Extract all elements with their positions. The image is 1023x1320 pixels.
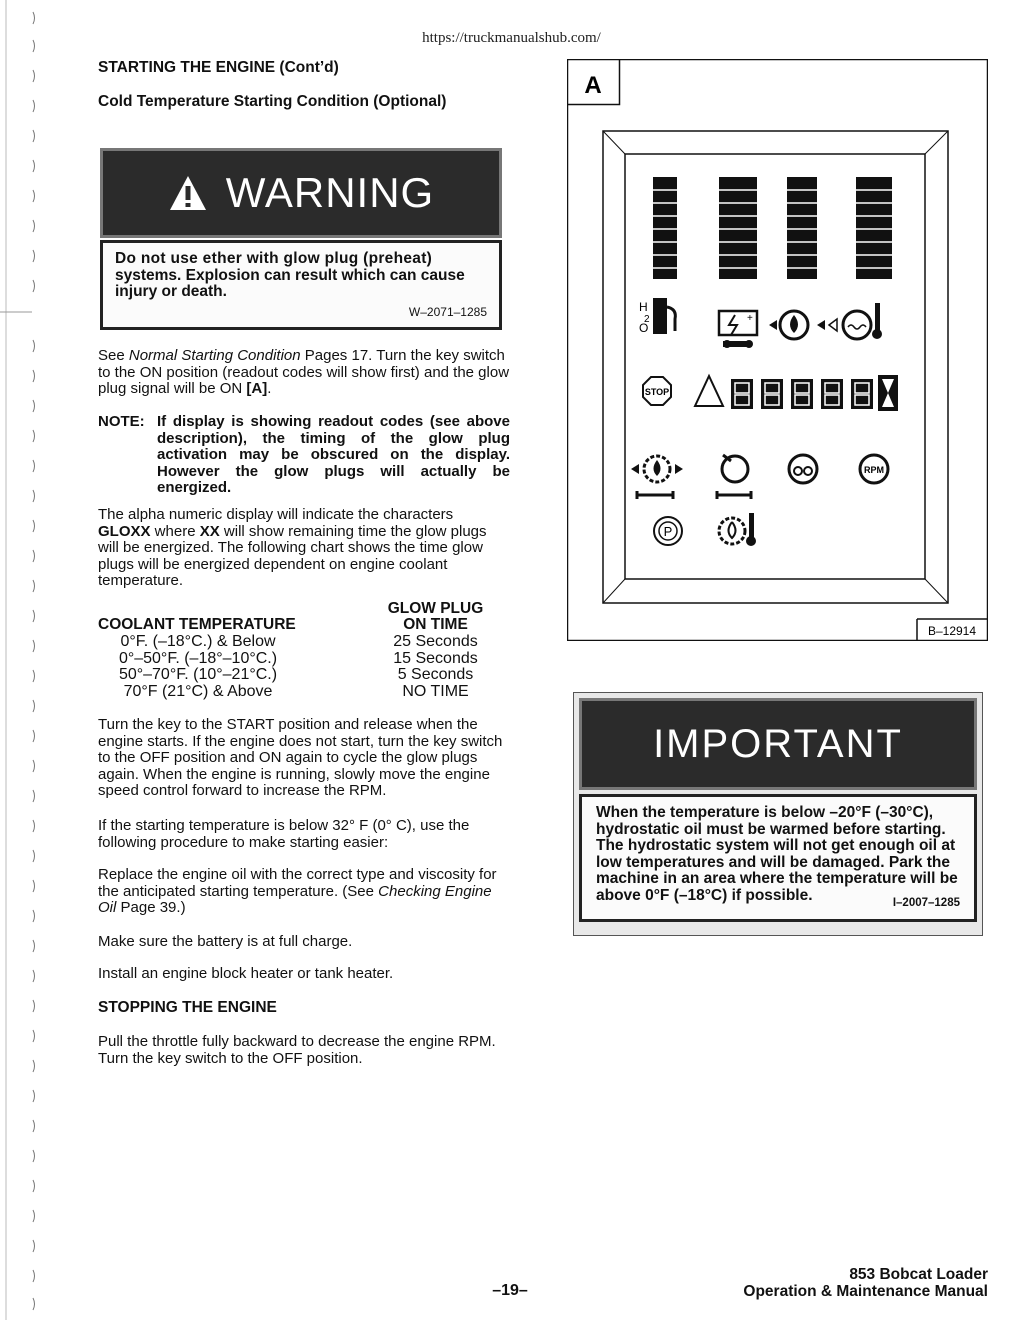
- heading-cold-temperature: Cold Temperature Starting Condition (Optional): [98, 93, 447, 110]
- figure-code: B–12914: [927, 624, 977, 638]
- see-text-c: Pages 17. Turn the key switch to the ON position (readout codes will show first) and the glow plug signal will be ON: [98, 347, 510, 397]
- replace-text-a: Replace the engine oil with the correct type and viscosity for the anticipated starting temperature. (See: [98, 866, 497, 900]
- warning-triangle-icon: [168, 174, 208, 212]
- table-cell-time: NO TIME: [402, 682, 469, 700]
- warning-line-2: systems. Explosion can result which can cause: [115, 266, 465, 284]
- important-text: When the temperature is below –20°F (–30°C), hydrostatic oil must be warmed before starting. The hydrostatic system will not get enough oil at low temperatures and will be damaged. Park the machine in an area where the temperature will be above 0°F (–18°C) if possible.: [596, 804, 958, 904]
- paragraph-block-heater: Install an engine block heater or tank heater.: [98, 965, 394, 982]
- replace-link-checking-engine-oil: Checking Engine Oil: [98, 882, 492, 916]
- footer-line-1: 853 Bobcat Loader: [849, 1266, 988, 1283]
- table-cell-temp: 50°–70°F. (10°–21°C.): [118, 666, 278, 683]
- warning-line-1: Do not use ether with glow plug (preheat): [115, 250, 433, 267]
- paragraph-pull-throttle: Pull the throttle fully backward to decrease the engine RPM. Turn the key switch to the OFF position.: [98, 1033, 496, 1067]
- important-code: I–2007–1285: [892, 896, 960, 909]
- table-row: [98, 666, 498, 683]
- svg-text:+: +: [747, 313, 753, 324]
- note-text: If display is showing readout codes (see above description), the timing of the glow plug activation may be obscured on the display. However the glow plugs will actually be energized.: [157, 413, 510, 496]
- url-header[interactable]: https://truckmanualshub.com/: [422, 30, 601, 46]
- table-header-coolant-temperature: COOLANT TEMPERATURE: [98, 616, 296, 633]
- figure-label: A: [584, 72, 602, 99]
- note-label: NOTE:: [98, 413, 145, 430]
- heading-stopping-engine: STOPPING THE ENGINE: [98, 999, 277, 1016]
- battery-charge-icon: [719, 311, 757, 348]
- table-header-on-time: ON TIME: [403, 616, 468, 633]
- stop-icon: [643, 377, 671, 405]
- see-text-e: .: [267, 380, 272, 397]
- alpha-text-e: will show remaining time the glow plugs will be energized. The following chart shows the time glow plugs will be energized dependent on engine coolant temperature.: [98, 522, 487, 589]
- note-block: [98, 414, 510, 497]
- h2o-2: 2: [644, 314, 650, 325]
- see-link-normal-starting: Normal Starting Condition: [128, 347, 301, 364]
- footer-title: [743, 1266, 988, 1300]
- warning-body: [100, 240, 502, 330]
- warning-code: W–2071–1285: [408, 305, 487, 319]
- footer-line-2: Operation & Maintenance Manual: [743, 1283, 988, 1300]
- rpm-label: RPM: [864, 465, 884, 475]
- table-cell-temp: 70°F (21°C) & Above: [123, 682, 273, 700]
- park-label: P: [663, 524, 673, 539]
- table-cell-time: 25 Seconds: [393, 633, 478, 650]
- rpm-icon: [860, 455, 888, 483]
- important-body: [579, 794, 977, 922]
- table-row: [98, 633, 498, 650]
- hourglass-icon: [878, 375, 898, 411]
- page-number: –19–: [492, 1282, 528, 1299]
- h2o-o: O: [639, 321, 649, 335]
- alpha-text-c: where: [150, 522, 200, 540]
- binding-edge-marks: [0, 0, 40, 1320]
- table-cell-temp: 0°F. (–18°C.) & Below: [120, 633, 276, 650]
- stop-label: STOP: [644, 387, 670, 397]
- table-header-glow-plug: GLOW PLUG: [387, 600, 484, 617]
- warning-line-3: injury or death.: [115, 283, 227, 300]
- paragraph-replace-oil: [98, 867, 508, 917]
- alpha-xx: XX: [199, 522, 220, 540]
- important-header: IMPORTANT: [579, 698, 977, 790]
- warning-title: WARNING: [225, 169, 435, 216]
- h2o-h: H: [639, 300, 648, 314]
- table-row: [98, 683, 498, 700]
- paragraph-alpha-numeric: [98, 507, 508, 590]
- heading-starting-engine: STARTING THE ENGINE (Cont’d): [98, 59, 339, 76]
- alpha-gloxx: GLOXX: [98, 522, 151, 540]
- table-cell-temp: 0°–50°F. (–18°–10°C.): [118, 649, 278, 667]
- paragraph-turn-key-start: Turn the key to the START position and release when the engine starts. If the engine does not start, turn the key switch to the OFF position and ON again to cycle the glow plugs again. When the engine is running, slowly move the engine speed control forward to increase the RPM.: [98, 716, 503, 799]
- parking-brake-icon: [654, 517, 682, 545]
- alpha-text-a: The alpha numeric display will indicate the characters: [98, 506, 454, 523]
- warning-header: [100, 148, 502, 238]
- replace-text-c: Page 39.): [116, 899, 186, 916]
- table-rows: [98, 633, 498, 699]
- table-row: [98, 650, 498, 667]
- see-figure-ref: [A]: [246, 380, 268, 397]
- table-cell-time: 15 Seconds: [393, 649, 478, 667]
- engine-air-filter-icon: [789, 455, 817, 483]
- paragraph-battery: Make sure the battery is at full charge.: [98, 933, 353, 950]
- paragraph-if-below-32: If the starting temperature is below 32° F (0° C), use the following procedure to make starting easier:: [98, 817, 470, 851]
- see-text-a: See: [98, 347, 129, 364]
- table-cell-time: 5 Seconds: [397, 666, 474, 683]
- warning-box: [93, 142, 509, 342]
- paragraph-see-normal-starting: [98, 348, 510, 398]
- figure-a-display-panel: [567, 59, 988, 641]
- important-box: [573, 692, 983, 936]
